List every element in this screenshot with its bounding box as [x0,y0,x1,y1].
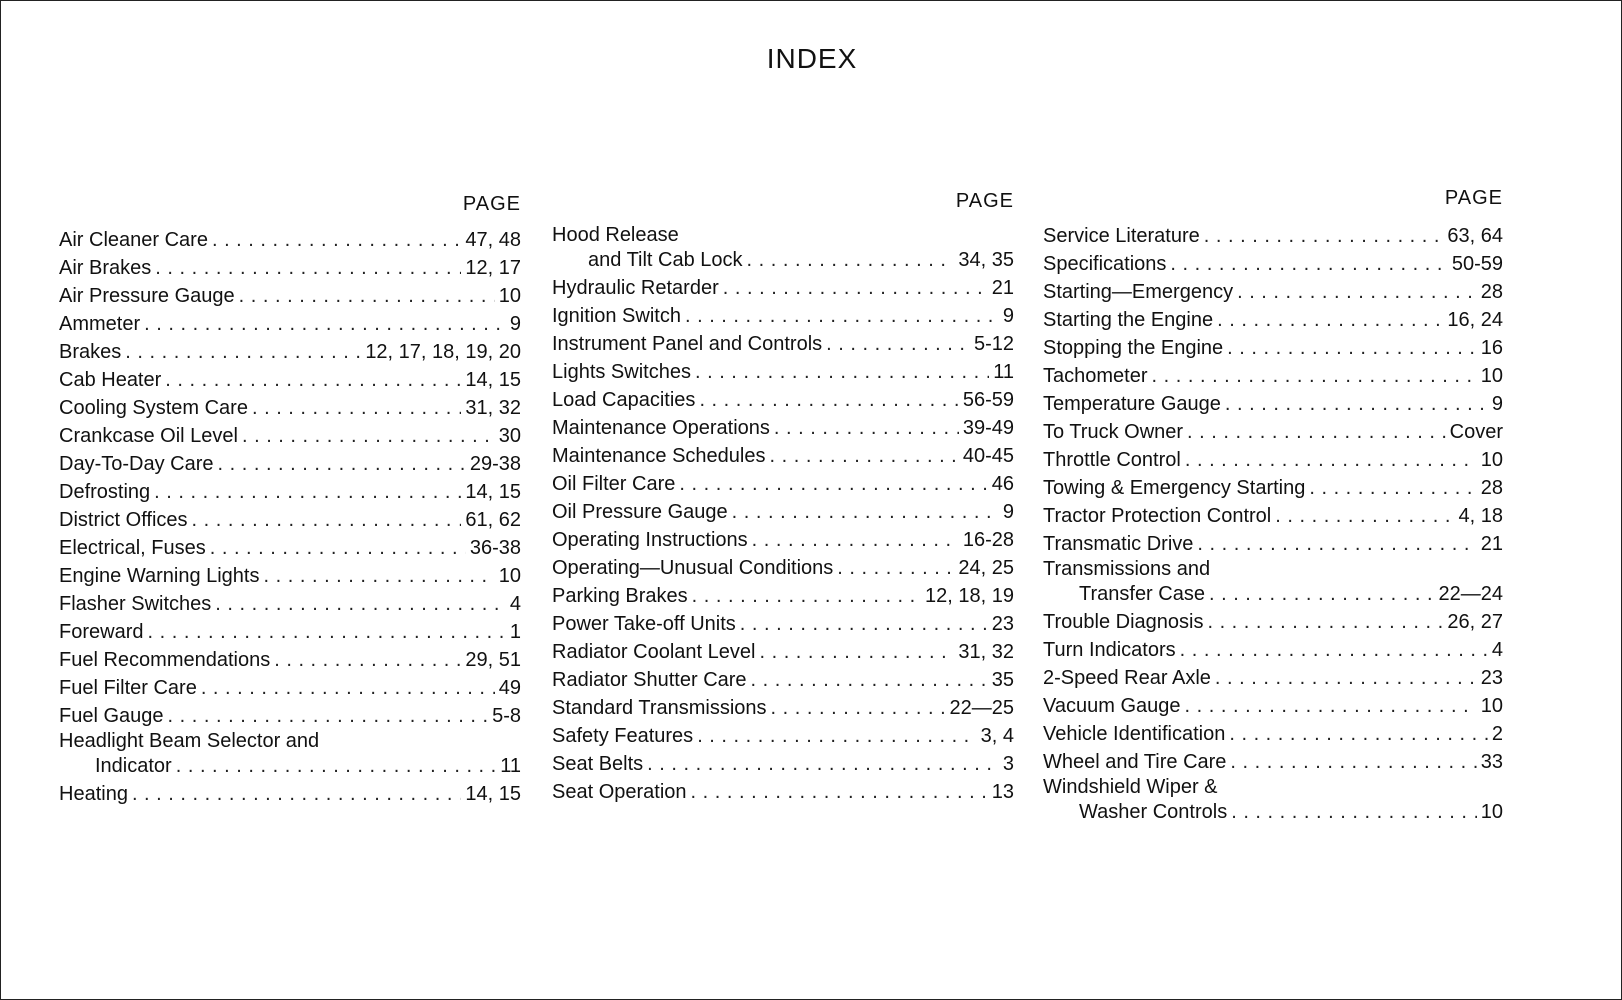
entry-label: Hood Release [552,224,679,246]
index-entry [59,674,521,702]
entry-pages: 4 [509,593,521,615]
entry-pages: 16 [1480,337,1503,359]
entry-pages: 9 [509,313,521,335]
entry-label: Seat Belts [552,753,644,775]
dot-leader [685,302,999,330]
entry-label: Headlight Beam Selector and [59,730,320,752]
index-entries [552,224,1014,806]
entry-pages: 63, 64 [1447,225,1503,247]
entry-pages: 56-59 [962,389,1014,411]
dot-leader [212,226,461,254]
index-entry [59,366,521,394]
dot-leader [1225,390,1488,418]
entry-label: Air Brakes [59,257,152,279]
dot-leader [147,618,505,646]
entry-pages: 29, 51 [465,649,521,671]
entry-label: Safety Features [552,725,694,747]
dot-leader [274,646,461,674]
entry-pages: Cover [1449,421,1503,443]
index-entry [1043,530,1503,558]
entry-label: Instrument Panel and Controls [552,333,823,355]
entry-pages: 12, 17 [465,257,521,279]
entry-pages: 26, 27 [1447,611,1503,633]
dot-leader [1217,306,1443,334]
index-entry [59,506,521,534]
dot-leader [699,386,958,414]
index-entry [1043,390,1503,418]
index-entry [552,666,1014,694]
index-entries [59,226,521,808]
entry-label: Oil Pressure Gauge [552,501,728,523]
entry-label: Operating—Unusual Conditions [552,557,834,579]
entry-label: Radiator Coolant Level [552,641,756,663]
entry-label: Oil Filter Care [552,473,676,495]
index-entry [1043,720,1503,748]
entry-label-continued: Indicator [95,755,172,777]
index-entry [59,702,521,730]
entry-label: Engine Warning Lights [59,565,260,587]
dot-leader [1207,608,1443,636]
dot-leader [155,254,461,282]
entry-pages: 14, 15 [465,481,521,503]
entry-pages: 23 [991,613,1014,635]
index-entry [59,780,521,808]
entry-label: Vehicle Identification [1043,723,1226,745]
dot-leader [1309,474,1476,502]
entry-pages: 10 [1480,449,1503,471]
index-entry [59,646,521,674]
entry-label: Standard Transmissions [552,697,767,719]
index-entry [552,302,1014,330]
index-entry [552,224,1014,274]
dot-leader [723,274,988,302]
page-column-header: PAGE [1444,187,1503,209]
entry-pages: 36-38 [469,537,521,559]
entry-pages: 10 [498,565,521,587]
dot-leader [125,338,361,366]
dot-leader [165,366,461,394]
entry-label: Trouble Diagnosis [1043,611,1204,633]
entry-pages: 21 [991,277,1014,299]
entry-label: Ammeter [59,313,141,335]
entry-pages: 22—24 [1438,583,1503,605]
index-entry [1043,558,1503,608]
entry-label: District Offices [59,509,188,531]
index-entry [59,254,521,282]
dot-leader [1237,278,1477,306]
dot-leader [264,562,495,590]
entry-pages: 21 [1480,533,1503,555]
entry-label: Heating [59,783,128,805]
dot-leader [691,778,988,806]
dot-leader [1180,636,1488,664]
dot-leader [774,414,959,442]
entry-pages: 29-38 [469,453,521,475]
entry-pages: 11 [500,755,521,777]
entry-label: Hydraulic Retarder [552,277,719,299]
index-entry [552,722,1014,750]
entry-label: Tachometer [1043,365,1148,387]
dot-leader [740,610,988,638]
dot-leader [1197,530,1476,558]
entry-label: Starting—Emergency [1043,281,1234,303]
entry-pages: 12, 18, 19 [925,585,1014,607]
dot-leader [1229,720,1488,748]
dot-leader [752,526,959,554]
dot-leader [1185,692,1477,720]
entry-label: Brakes [59,341,122,363]
entry-pages: 34, 35 [958,249,1014,271]
page-column-header: PAGE [462,193,521,215]
index-entry [552,526,1014,554]
index-entry [1043,608,1503,636]
entry-label-continued: Washer Controls [1079,801,1228,823]
dot-leader [732,498,999,526]
dot-leader [1185,446,1477,474]
index-entry [59,534,521,562]
dot-leader [201,674,495,702]
dot-leader [1227,334,1477,362]
index-entry [59,478,521,506]
dot-leader [1231,798,1477,826]
dot-leader [1230,748,1476,776]
entry-label-continued: and Tilt Cab Lock [588,249,743,271]
dot-leader [252,394,461,422]
index-entry [1043,502,1503,530]
index-entry [1043,278,1503,306]
dot-leader [210,534,466,562]
entry-pages: 49 [498,677,521,699]
index-entry [1043,692,1503,720]
entry-label: Stopping the Engine [1043,337,1224,359]
entry-pages: 2 [1491,723,1503,745]
entry-label: Lights Switches [552,361,691,383]
dot-leader [697,722,976,750]
entry-label: Radiator Shutter Care [552,669,747,691]
entry-pages: 16, 24 [1447,309,1503,331]
entry-pages: 30 [498,425,521,447]
entry-pages: 4 [1491,639,1503,661]
dot-leader [217,450,465,478]
dot-leader [1152,362,1477,390]
entry-pages: 31, 32 [465,397,521,419]
entry-pages: 9 [1002,501,1014,523]
index-entry [59,590,521,618]
entry-label: Transmissions and [1043,558,1211,580]
index-entry [552,274,1014,302]
dot-leader [215,590,506,618]
entry-label: Wheel and Tire Care [1043,751,1227,773]
index-entry [1043,334,1503,362]
dot-leader [154,478,461,506]
entry-pages: 10 [1480,801,1503,823]
index-entry [1043,636,1503,664]
index-entries [1043,222,1503,826]
dot-leader [692,582,921,610]
entry-pages: 16-28 [962,529,1014,551]
dot-leader [242,422,495,450]
entry-label: Air Cleaner Care [59,229,208,251]
entry-label: Towing & Emergency Starting [1043,477,1306,499]
entry-pages: 1 [509,621,521,643]
index-entry [552,470,1014,498]
index-entry [1043,418,1503,446]
entry-label: Service Literature [1043,225,1200,247]
entry-label: Seat Operation [552,781,687,803]
entry-label: Cooling System Care [59,397,248,419]
index-entry [552,750,1014,778]
entry-pages: 23 [1480,667,1503,689]
entry-label: Ignition Switch [552,305,681,327]
dot-leader [1275,502,1454,530]
entry-label: Vacuum Gauge [1043,695,1181,717]
index-entry [59,730,521,780]
entry-label: Foreward [59,621,144,643]
dot-leader [1209,580,1435,608]
entry-pages: 3, 4 [980,725,1014,747]
dot-leader [239,282,495,310]
dot-leader [176,752,497,780]
index-entry [552,442,1014,470]
index-entry [552,498,1014,526]
index-entry [59,422,521,450]
entry-pages: 40-45 [962,445,1014,467]
dot-leader [192,506,462,534]
dot-leader [751,666,988,694]
entry-pages: 5-8 [492,705,521,727]
entry-pages: 28 [1480,281,1503,303]
entry-label: Air Pressure Gauge [59,285,235,307]
entry-label: Load Capacities [552,389,696,411]
entry-label: To Truck Owner [1043,421,1184,443]
dot-leader [695,358,989,386]
entry-label: Fuel Recommendations [59,649,271,671]
index-entry [1043,748,1503,776]
index-entry [552,778,1014,806]
entry-label: Flasher Switches [59,593,212,615]
index-entry [552,582,1014,610]
index-entry [59,338,521,366]
index-entry [552,386,1014,414]
index-entry [1043,446,1503,474]
entry-pages: 5-12 [973,333,1014,355]
entry-label: Power Take-off Units [552,613,736,635]
entry-label: Cab Heater [59,369,162,391]
entry-label-continued: Transfer Case [1079,583,1205,605]
dot-leader [769,442,958,470]
entry-label: Operating Instructions [552,529,748,551]
index-entry [1043,664,1503,692]
entry-label: 2-Speed Rear Axle [1043,667,1211,689]
dot-leader [1170,250,1447,278]
page-title: INDEX [766,43,858,74]
entry-label: Day-To-Day Care [59,453,214,475]
index-entry [1043,250,1503,278]
entry-pages: 13 [991,781,1014,803]
entry-pages: 9 [1002,305,1014,327]
index-entry [1043,222,1503,250]
entry-pages: 22—25 [949,697,1014,719]
entry-label: Fuel Filter Care [59,677,197,699]
dot-leader [144,310,506,338]
entry-label: Throttle Control [1043,449,1181,471]
index-entry [552,330,1014,358]
entry-pages: 31, 32 [958,641,1014,663]
entry-label: Maintenance Schedules [552,445,766,467]
entry-label: Turn Indicators [1043,639,1176,661]
entry-label: Windshield Wiper & [1043,776,1218,798]
index-entry [1043,474,1503,502]
entry-pages: 14, 15 [465,369,521,391]
index-entry [552,610,1014,638]
entry-pages: 11 [993,361,1014,383]
entry-label: Transmatic Drive [1043,533,1194,555]
entry-label: Temperature Gauge [1043,393,1221,415]
dot-leader [1204,222,1444,250]
entry-pages: 4, 18 [1458,505,1503,527]
entry-label: Specifications [1043,253,1167,275]
index-entry [1043,362,1503,390]
index-entry [59,394,521,422]
entry-pages: 14, 15 [465,783,521,805]
index-entry [552,358,1014,386]
dot-leader [837,554,954,582]
dot-leader [168,702,489,730]
index-entry [59,282,521,310]
dot-leader [647,750,999,778]
index-entry [59,226,521,254]
entry-pages: 12, 17, 18, 19, 20 [365,341,521,363]
index-entry [59,618,521,646]
entry-pages: 3 [1002,753,1014,775]
dot-leader [1187,418,1446,446]
index-entry [59,562,521,590]
index-entry [552,638,1014,666]
entry-pages: 50-59 [1451,253,1503,275]
entry-pages: 33 [1480,751,1503,773]
entry-label: Parking Brakes [552,585,688,607]
index-entry [552,414,1014,442]
entry-pages: 39-49 [962,417,1014,439]
entry-pages: 9 [1491,393,1503,415]
dot-leader [759,638,954,666]
entry-label: Maintenance Operations [552,417,770,439]
entry-pages: 10 [498,285,521,307]
dot-leader [1215,664,1477,692]
entry-label: Crankcase Oil Level [59,425,238,447]
index-entry [59,310,521,338]
entry-pages: 46 [991,473,1014,495]
dot-leader [771,694,946,722]
dot-leader [826,330,970,358]
entry-label: Electrical, Fuses [59,537,206,559]
entry-pages: 10 [1480,695,1503,717]
entry-pages: 24, 25 [958,557,1014,579]
entry-pages: 10 [1480,365,1503,387]
entry-label: Fuel Gauge [59,705,164,727]
index-entry [552,554,1014,582]
entry-label: Defrosting [59,481,151,503]
index-entry [1043,306,1503,334]
page-column-header: PAGE [955,190,1014,212]
index-entry [552,694,1014,722]
index-entry [59,450,521,478]
entry-label: Starting the Engine [1043,309,1214,331]
entry-pages: 61, 62 [465,509,521,531]
index-entry [1043,776,1503,826]
entry-pages: 28 [1480,477,1503,499]
dot-leader [132,780,461,808]
dot-leader [747,246,955,274]
entry-pages: 35 [991,669,1014,691]
entry-label: Tractor Protection Control [1043,505,1272,527]
entry-pages: 47, 48 [465,229,521,251]
dot-leader [679,470,987,498]
